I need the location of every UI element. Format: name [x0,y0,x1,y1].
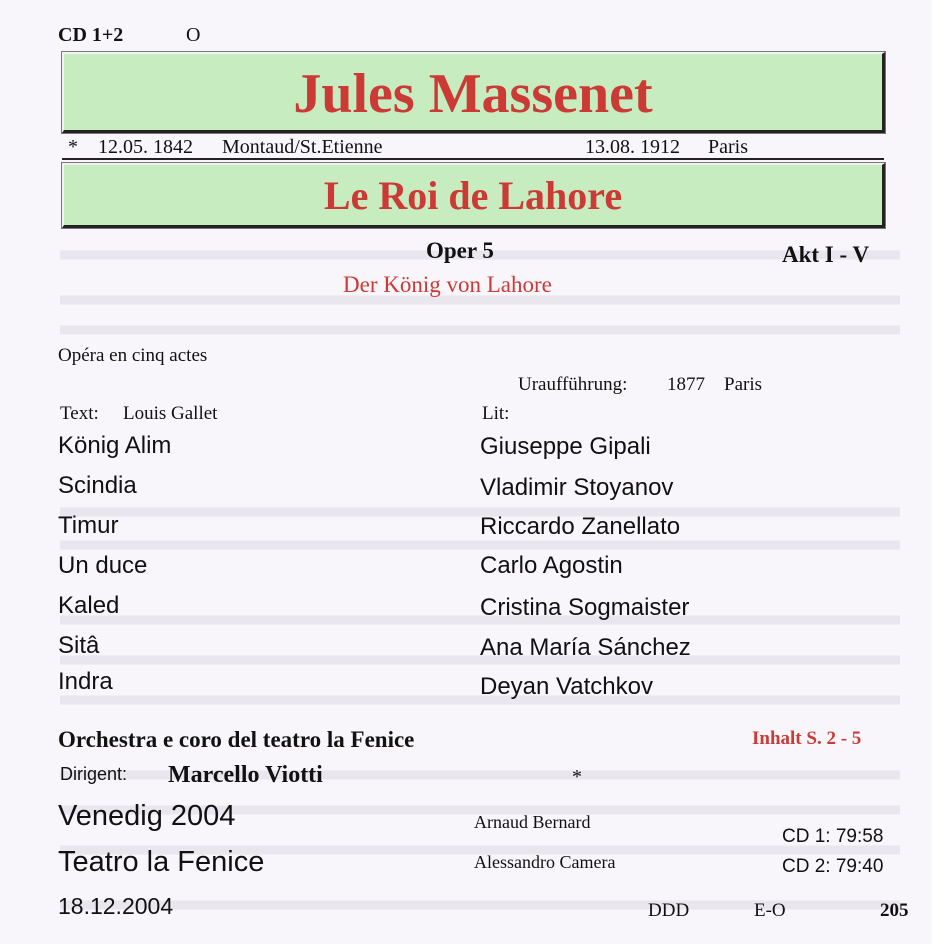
cd-label: CD 1+2 [58,24,124,46]
performance-date: 18.12.2004 [58,893,174,919]
composer-name: Jules Massenet [293,63,653,125]
cast-singer: Cristina Sogmaister [480,594,690,621]
cast-singer: Carlo Agostin [480,552,623,579]
cast-singer: Deyan Vatchkov [480,673,653,700]
death-place: Paris [708,136,748,158]
opus-label: Oper 5 [426,238,494,263]
designer-name: Alessandro Camera [474,852,616,872]
recording-type: DDD [648,900,690,921]
cast-role: Scindia [58,472,137,499]
birth-place: Montaud/St.Etienne [222,136,383,158]
venue-name: Teatro la Fenice [58,846,265,878]
death-date: 13.08. 1912 [585,136,680,158]
cast-singer: Vladimir Stoyanov [480,474,674,501]
cast-role: Indra [58,668,113,695]
city-year: Venedig 2004 [58,800,236,832]
asterisk-mark: * [572,766,582,788]
conductor-label: Dirigent: [60,764,128,784]
cd1-duration: CD 1: 79:58 [782,826,884,847]
catalog-number: 205 [880,900,909,921]
premiere-label: Uraufführung: [518,374,628,395]
birth-marker: * [68,136,78,158]
composer-banner [62,52,885,133]
opera-title-banner [62,163,885,228]
premiere-place: Paris [724,374,762,395]
circle-mark: O [186,24,201,46]
conductor-name: Marcello Viotti [168,762,323,788]
divider-rule [62,158,884,160]
birth-date: 12.05. 1842 [98,136,193,158]
ensemble-name: Orchestra e coro del teatro la Fenice [58,727,415,752]
cast-role: König Alim [58,432,172,459]
cast-role: Sitâ [58,632,100,659]
edition-label: E-O [754,900,786,921]
cast-singer: Giuseppe Gipali [480,433,651,460]
cast-singer: Ana María Sánchez [480,634,691,661]
acts-label: Akt I - V [782,242,870,267]
librettist: Louis Gallet [123,403,218,424]
german-title: Der König von Lahore [343,272,552,297]
opera-title: Le Roi de Lahore [323,173,623,218]
cast-role: Un duce [58,552,148,579]
text-label: Text: [60,403,99,424]
cast-role: Timur [58,512,119,539]
contents-reference: Inhalt S. 2 - 5 [752,728,862,749]
premiere-year: 1877 [667,374,705,395]
lit-label: Lit: [482,403,510,424]
cast-role: Kaled [58,592,120,619]
cd2-duration: CD 2: 79:40 [782,856,884,877]
genre-label: Opéra en cinq actes [58,345,208,366]
cast-singer: Riccardo Zanellato [480,513,681,540]
director-name: Arnaud Bernard [474,812,591,832]
